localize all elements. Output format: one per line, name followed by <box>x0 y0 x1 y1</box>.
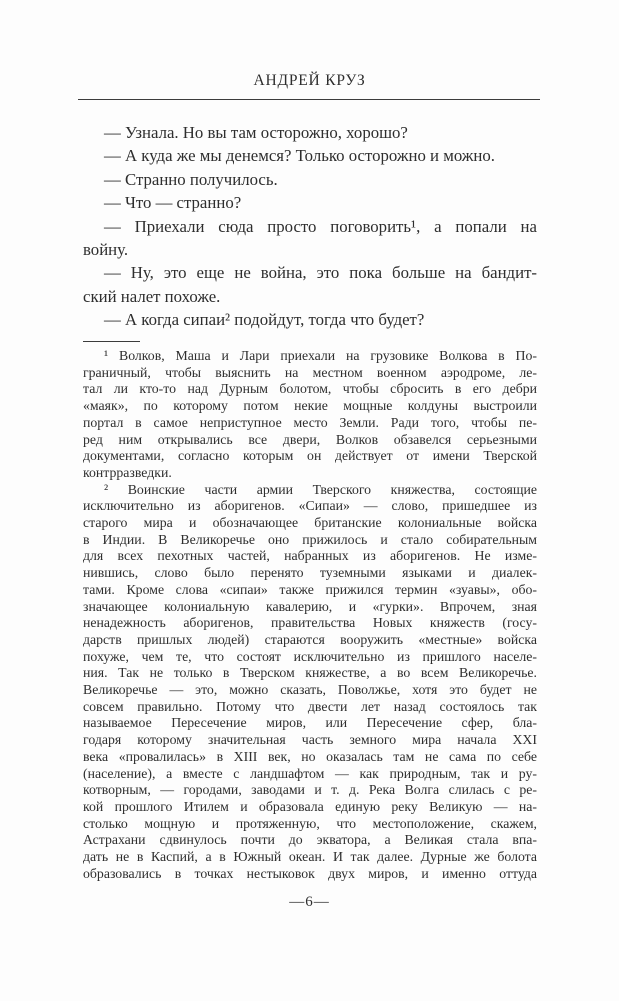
text-line: ский налет похоже. <box>83 286 221 306</box>
footnote-separator <box>83 341 140 342</box>
page-number: —6— <box>289 894 330 910</box>
text-line: века «провалилась» в XIII век, но оказалась там не сама по себе <box>83 748 537 764</box>
text-line: — А когда сипаи² подойдут, тогда что будет? <box>104 310 425 330</box>
footnote-1 <box>83 348 537 482</box>
text-line: — Узнала. Но вы там осторожно, хорошо? <box>104 123 408 142</box>
text-line: в Индии. В Великоречье оно прижилось и стало собирательным <box>83 531 537 547</box>
text-line: называемое Пересечение миров, или Пересечение сфер, бла- <box>83 715 537 731</box>
running-header-author: АНДРЕЙ КРУЗ <box>253 72 366 89</box>
text-line: образовались в точках нестыковок двух миров, и именно оттуда <box>83 865 537 881</box>
text-line: ния. Так не только в Тверском княжестве, а во всем Великоречье. <box>83 665 537 681</box>
text-line: дать не в Каспий, а в Южный океан. И так далее. Дурные же болота <box>83 849 537 865</box>
text-line: нившись, слово было перенято туземными языками и диалек- <box>83 565 537 581</box>
footnote-2 <box>83 482 537 883</box>
text-line: совсем правильно. Потому что двести лет назад состоялось так <box>83 698 537 714</box>
text-line: котворным, — городами, заводами и т. д. Река Волга слилась с ре- <box>83 782 537 798</box>
text-line: для всех пехотных частей, набранных из аборигенов. Не изме- <box>83 548 537 564</box>
text-line: портал в самое неприступное место Земли. Ради того, чтобы пе- <box>83 414 537 430</box>
dialogue-block <box>83 121 537 332</box>
header-rule <box>78 99 540 100</box>
text-line: войну. <box>83 240 129 260</box>
text-line: граничный, чтобы выяснить на местном военном аэродроме, ле- <box>83 364 537 380</box>
text-line: документами, согласно которым он действует от имени Тверской <box>83 448 537 464</box>
text-line: Астрахани сдвинулось почти до экватора, а Великая стала впа- <box>83 832 537 848</box>
text-line: дарств пришлых людей) стараются вооружить «местные» войска <box>83 631 537 647</box>
text-line: «маяк», по которому потом некие мощные колдуны выстроили <box>83 398 537 414</box>
text-line: ² Воинские части армии Тверского княжества, состоящие <box>104 481 537 497</box>
text-line: столько мощную и протяженную, что местоположение, скажем, <box>83 815 537 831</box>
footnotes-block <box>83 348 537 883</box>
text-line: — А куда же мы денемся? Только осторожно и можно. <box>104 146 495 166</box>
text-line: ред ним открывались все двери, Волков обзавелся серьезными <box>83 431 537 447</box>
text-line: старого мира и обозначающее британские колониальные войска <box>83 515 537 531</box>
text-line: — Странно получилось. <box>104 169 278 189</box>
text-line: — Приехали сюда просто поговорить¹, а попали на <box>104 216 537 236</box>
text-line: похуже, чем те, что состоят исключительно из пришлого населе- <box>83 648 537 664</box>
text-line: исключительно из аборигенов. «Сипаи» — слово, пришедшее из <box>83 498 537 514</box>
text-line: тами. Кроме слова «сипаи» также прижился термин «зуавы», обо- <box>83 581 537 597</box>
text-line: годаря которому значительная часть земного мира начала XXI <box>83 732 537 748</box>
text-line: тал ли кто-то над Дурным болотом, чтобы сбросить в его дебри <box>83 381 537 397</box>
text-line: Великоречье — это, можно сказать, Поволжье, хотя это будет не <box>83 682 537 698</box>
text-line: — Ну, это еще не война, это пока больше на бандит- <box>104 263 537 283</box>
text-line: ¹ Волков, Маша и Лари приехали на грузовике Волкова в По- <box>104 348 537 363</box>
text-line: (население), а вместе с ландшафтом — как природным, так и ру- <box>83 765 537 781</box>
text-line: значающее колониальную кавалерию, и «гурки». Впрочем, зная <box>83 598 537 614</box>
text-line: — Что — странно? <box>104 193 242 213</box>
text-line: кой прошлого Итилем и образовала единую реку Великую — на- <box>83 798 537 814</box>
text-line: контрразведки. <box>83 464 172 480</box>
text-line: ненадежность аборигенов, правительства Новых княжеств (госу- <box>83 615 537 631</box>
